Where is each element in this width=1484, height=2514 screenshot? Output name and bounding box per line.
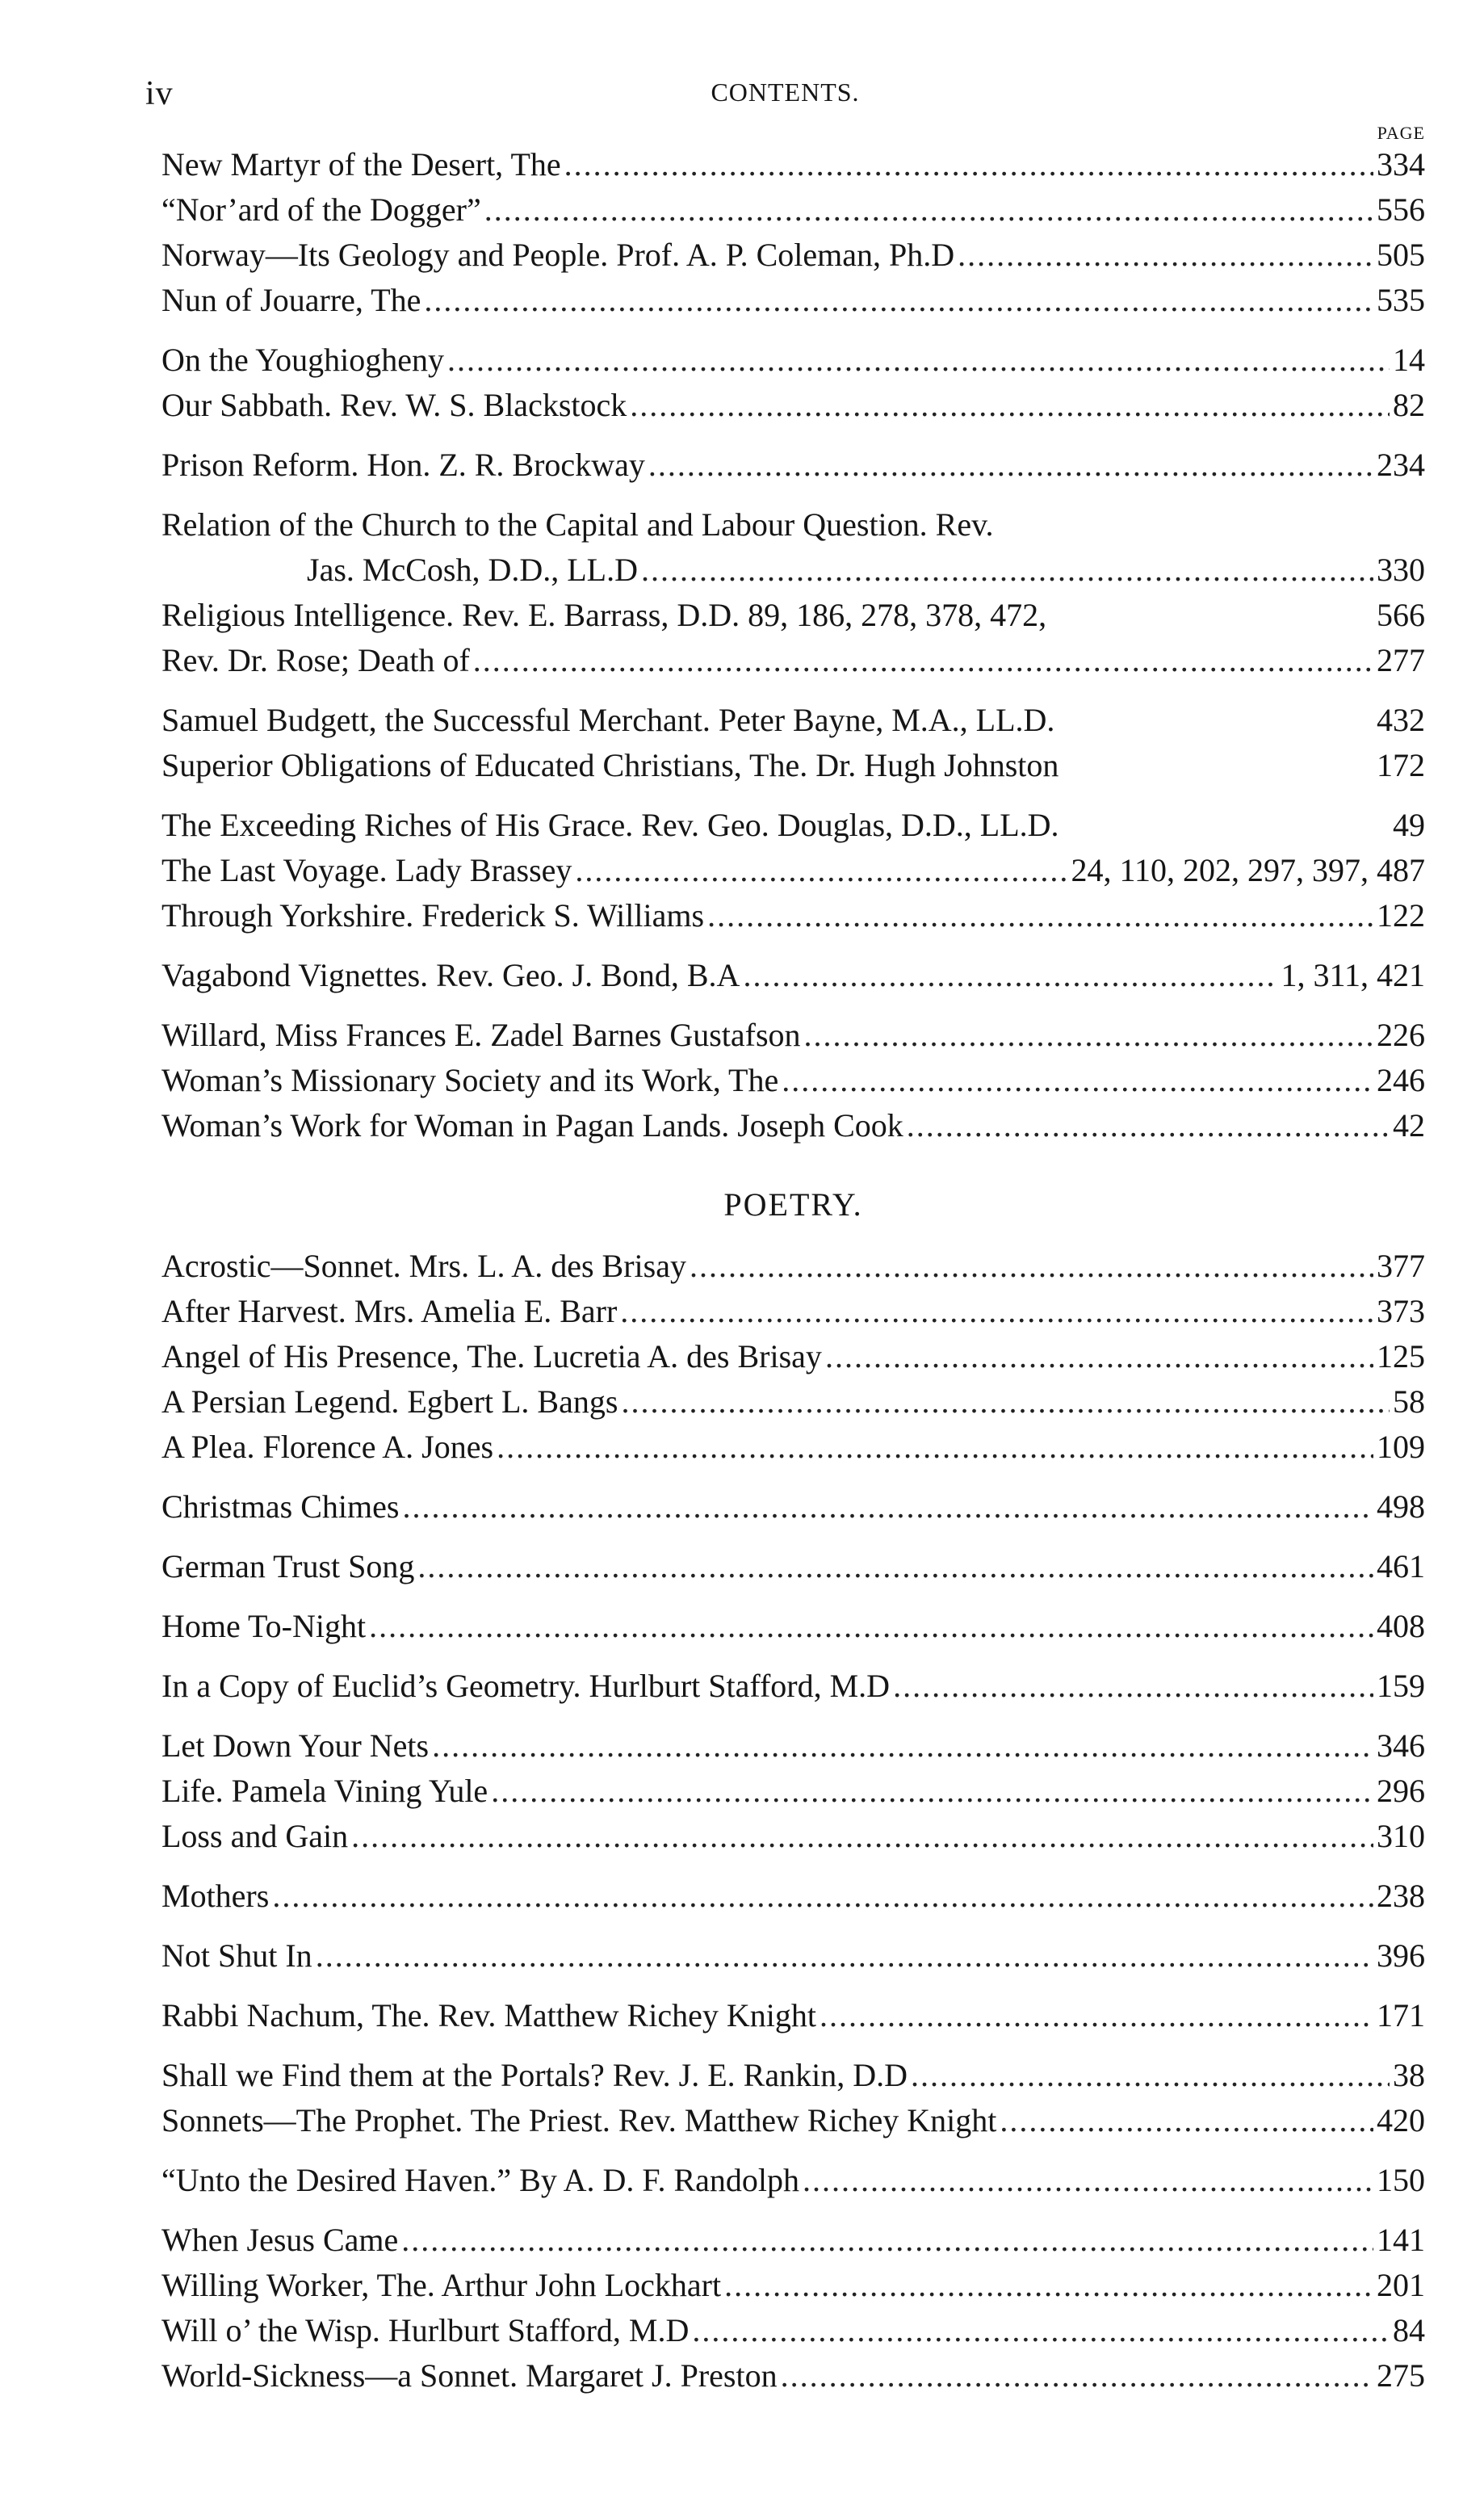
toc-entry xyxy=(161,743,1425,788)
entry-page: 408 xyxy=(1377,1608,1425,1644)
dot-leader xyxy=(402,1484,1373,1530)
entry-title: Nun of Jouarre, The xyxy=(161,282,421,318)
toc-group xyxy=(161,338,1425,428)
toc-entry xyxy=(161,698,1425,743)
entry-page: 38 xyxy=(1393,2057,1425,2093)
entry-page: 171 xyxy=(1377,1997,1425,2033)
toc-entry xyxy=(161,1933,1425,1979)
entry-title: Samuel Budgett, the Successful Merchant. Peter Bayne, M.A., LL.D. xyxy=(161,702,1055,738)
toc-entry xyxy=(161,1425,1425,1470)
entry-page: 82 xyxy=(1393,387,1425,423)
dot-leader xyxy=(724,2263,1373,2308)
entry-page: 246 xyxy=(1377,1062,1425,1098)
entry-page: 396 xyxy=(1377,1937,1425,1974)
toc-group xyxy=(161,1544,1425,1589)
entry-page: 24, 110, 202, 297, 397, 487 xyxy=(1071,852,1425,888)
dot-leader xyxy=(820,1993,1373,2038)
toc-group xyxy=(161,1484,1425,1530)
page-column-label: PAGE xyxy=(1377,123,1425,143)
entry-title: Acrostic—Sonnet. Mrs. L. A. des Brisay xyxy=(161,1248,686,1284)
page-number: iv xyxy=(145,75,174,112)
dot-leader xyxy=(958,233,1373,278)
running-title: CONTENTS. xyxy=(711,78,860,107)
entry-page: 226 xyxy=(1377,1017,1425,1053)
toc-entry xyxy=(161,1723,1425,1769)
toc-group xyxy=(161,953,1425,998)
dot-leader xyxy=(621,1379,1390,1425)
dot-leader xyxy=(803,2158,1373,2203)
entry-title: Angel of His Presence, The. Lucretia A. des Brisay xyxy=(161,1338,822,1375)
toc-group xyxy=(161,1723,1425,1859)
entry-title: Jas. McCosh, D.D., LL.D xyxy=(307,552,638,588)
dot-leader xyxy=(369,1604,1373,1649)
dot-leader xyxy=(692,2308,1390,2353)
toc-entry xyxy=(161,2218,1425,2263)
toc-group xyxy=(161,1604,1425,1649)
entry-title: Woman’s Work for Woman in Pagan Lands. Joseph Cook xyxy=(161,1107,903,1144)
toc-entry xyxy=(161,2098,1425,2143)
toc-entry xyxy=(161,1874,1425,1919)
entry-page: 556 xyxy=(1377,191,1425,228)
entry-page: 330 xyxy=(1377,552,1425,588)
entry-title: Will o’ the Wisp. Hurlburt Stafford, M.D xyxy=(161,2312,690,2348)
toc-group xyxy=(161,1244,1425,1470)
entry-title: When Jesus Came xyxy=(161,2222,399,2258)
toc-entry xyxy=(161,233,1425,278)
dot-leader xyxy=(641,548,1373,593)
toc-entry xyxy=(161,1289,1425,1334)
toc-entry xyxy=(161,2263,1425,2308)
toc-group xyxy=(161,142,1425,323)
entry-title: Willing Worker, The. Arthur John Lockhart xyxy=(161,2267,722,2303)
dot-leader xyxy=(620,1289,1373,1334)
entry-title: Shall we Find them at the Portals? Rev. J. E. Rankin, D.D xyxy=(161,2057,908,2093)
toc-entry xyxy=(161,893,1425,938)
entry-page: 125 xyxy=(1377,1338,1425,1375)
entry-page: 566 xyxy=(1377,597,1425,633)
entry-page: 49 xyxy=(1393,807,1425,843)
entry-page: 201 xyxy=(1377,2267,1425,2303)
entry-page: 505 xyxy=(1377,237,1425,273)
toc-group xyxy=(161,1993,1425,2038)
entry-title: After Harvest. Mrs. Amelia E. Barr xyxy=(161,1293,618,1329)
dot-leader xyxy=(417,1544,1373,1589)
dot-leader xyxy=(473,638,1373,683)
toc-entry xyxy=(161,1244,1425,1289)
toc-entry xyxy=(161,1484,1425,1530)
entry-title: Sonnets—The Prophet. The Priest. Rev. Matthew Richey Knight xyxy=(161,2102,997,2138)
entry-page: 172 xyxy=(1377,747,1425,783)
toc-group xyxy=(161,502,1425,683)
toc-group xyxy=(161,1664,1425,1709)
entry-page: 277 xyxy=(1377,642,1425,678)
toc-entry xyxy=(161,1058,1425,1103)
entry-title: Prison Reform. Hon. Z. R. Brockway xyxy=(161,447,645,483)
toc-entry xyxy=(161,338,1425,383)
toc-entry xyxy=(161,1993,1425,2038)
entry-page: 238 xyxy=(1377,1878,1425,1914)
toc-group xyxy=(161,1933,1425,1979)
entry-title: The Exceeding Riches of His Grace. Rev. Geo. Douglas, D.D., LL.D. xyxy=(161,807,1059,843)
entry-title: A Plea. Florence A. Jones xyxy=(161,1429,494,1465)
dot-leader xyxy=(424,278,1373,323)
entry-page: 420 xyxy=(1377,2102,1425,2138)
entry-title-line: Relation of the Church to the Capital and Labour Question. Rev. xyxy=(161,506,994,543)
entry-title: Vagabond Vignettes. Rev. Geo. J. Bond, B.A xyxy=(161,957,740,993)
entry-page: 498 xyxy=(1377,1488,1425,1525)
toc-group xyxy=(161,1013,1425,1148)
dot-leader xyxy=(893,1664,1373,1709)
entry-title: Through Yorkshire. Frederick S. Williams xyxy=(161,897,705,934)
entry-title: Rev. Dr. Rose; Death of xyxy=(161,642,470,678)
entry-title: Loss and Gain xyxy=(161,1818,349,1854)
entry-page: 109 xyxy=(1377,1429,1425,1465)
dot-leader xyxy=(447,338,1390,383)
toc-entry xyxy=(161,803,1425,848)
entry-title: Home To-Night xyxy=(161,1608,367,1644)
toc-entry xyxy=(161,1379,1425,1425)
toc-entry xyxy=(161,1664,1425,1709)
toc-group xyxy=(161,2218,1425,2399)
entry-title: “Unto the Desired Haven.” By A. D. F. Randolph xyxy=(161,2162,799,2198)
entry-title: Willard, Miss Frances E. Zadel Barnes Gustafson xyxy=(161,1017,801,1053)
dot-leader xyxy=(690,1244,1373,1289)
toc-entry xyxy=(161,1103,1425,1148)
toc-group xyxy=(161,698,1425,788)
dot-leader xyxy=(491,1769,1373,1814)
dot-leader xyxy=(630,383,1390,428)
toc-entry xyxy=(161,187,1425,233)
toc-entry xyxy=(161,1604,1425,1649)
entry-title: In a Copy of Euclid’s Geometry. Hurlburt Stafford, M.D xyxy=(161,1668,891,1704)
toc-group xyxy=(161,2158,1425,2203)
toc-group xyxy=(161,1874,1425,1919)
toc-entry xyxy=(161,1769,1425,1814)
entry-page: 122 xyxy=(1377,897,1425,934)
entry-title: On the Youghiogheny xyxy=(161,342,445,378)
dot-leader xyxy=(272,1874,1373,1919)
entry-page: 432 xyxy=(1377,702,1425,738)
dot-leader xyxy=(907,1103,1390,1148)
entry-title: The Last Voyage. Lady Brassey xyxy=(161,852,572,888)
dot-leader xyxy=(497,1425,1373,1470)
toc-group xyxy=(161,803,1425,938)
dot-leader xyxy=(564,142,1373,187)
dot-leader xyxy=(743,953,1277,998)
toc-entry xyxy=(161,2308,1425,2353)
entry-page: 234 xyxy=(1377,447,1425,483)
toc-entry xyxy=(161,848,1425,893)
dot-leader xyxy=(825,1334,1373,1379)
entry-page: 373 xyxy=(1377,1293,1425,1329)
toc-entry xyxy=(161,1334,1425,1379)
entry-page: 58 xyxy=(1393,1383,1425,1420)
entry-page: 310 xyxy=(1377,1818,1425,1854)
toc-entry xyxy=(161,2053,1425,2098)
entry-page: 296 xyxy=(1377,1773,1425,1809)
entry-page: 159 xyxy=(1377,1668,1425,1704)
entry-page: 377 xyxy=(1377,1248,1425,1284)
dot-leader xyxy=(484,187,1373,233)
entry-page: 346 xyxy=(1377,1727,1425,1764)
entry-title: Life. Pamela Vining Yule xyxy=(161,1773,488,1809)
entry-title: Our Sabbath. Rev. W. S. Blackstock xyxy=(161,387,627,423)
toc-entry xyxy=(161,2353,1425,2399)
entry-page: 141 xyxy=(1377,2222,1425,2258)
entry-page: 14 xyxy=(1393,342,1425,378)
entry-title: Superior Obligations of Educated Christians, The. Dr. Hugh Johnston xyxy=(161,747,1059,783)
dot-leader xyxy=(316,1933,1373,1979)
entry-title: German Trust Song xyxy=(161,1548,415,1584)
toc-entry xyxy=(161,1544,1425,1589)
entry-title: Christmas Chimes xyxy=(161,1488,400,1525)
dot-leader xyxy=(707,893,1373,938)
toc-entry xyxy=(161,383,1425,428)
section-title-poetry: POETRY. xyxy=(723,1186,863,1223)
dot-leader xyxy=(648,443,1373,488)
toc-entry xyxy=(161,953,1425,998)
toc-entry xyxy=(161,1814,1425,1859)
entry-title: A Persian Legend. Egbert L. Bangs xyxy=(161,1383,618,1420)
entry-page: 150 xyxy=(1377,2162,1425,2198)
toc-entry xyxy=(161,548,1425,593)
entry-title: New Martyr of the Desert, The xyxy=(161,146,561,183)
dot-leader xyxy=(781,2353,1373,2399)
entry-title: Woman’s Missionary Society and its Work, The xyxy=(161,1062,779,1098)
toc-group xyxy=(161,2053,1425,2143)
entry-title: Mothers xyxy=(161,1878,270,1914)
entry-page: 275 xyxy=(1377,2357,1425,2394)
dot-leader xyxy=(911,2053,1390,2098)
entry-page: 535 xyxy=(1377,282,1425,318)
entry-title: “Nor’ard of the Dogger” xyxy=(161,191,481,228)
entry-page: 42 xyxy=(1393,1107,1425,1144)
entry-title: World-Sickness—a Sonnet. Margaret J. Preston xyxy=(161,2357,778,2394)
toc-entry xyxy=(161,593,1425,638)
dot-leader xyxy=(782,1058,1373,1103)
entry-title: Not Shut In xyxy=(161,1937,312,1974)
entry-title: Norway—Its Geology and People. Prof. A. P. Coleman, Ph.D xyxy=(161,237,955,273)
toc-entry xyxy=(161,443,1425,488)
toc-entry xyxy=(161,142,1425,187)
dot-leader xyxy=(401,2218,1373,2263)
dot-leader xyxy=(804,1013,1373,1058)
dot-leader xyxy=(432,1723,1373,1769)
entry-title: Rabbi Nachum, The. Rev. Matthew Richey Knight xyxy=(161,1997,816,2033)
page-header xyxy=(145,74,1425,123)
toc-entry xyxy=(161,638,1425,683)
toc-entry xyxy=(161,1013,1425,1058)
entry-page: 334 xyxy=(1377,146,1425,183)
dot-leader xyxy=(1000,2098,1373,2143)
entry-title: Let Down Your Nets xyxy=(161,1727,430,1764)
entry-page: 461 xyxy=(1377,1548,1425,1584)
dot-leader xyxy=(351,1814,1373,1859)
entry-page: 84 xyxy=(1393,2312,1425,2348)
toc-entry xyxy=(161,278,1425,323)
entry-page: 1, 311, 421 xyxy=(1281,957,1425,993)
dot-leader xyxy=(575,848,1067,893)
toc-group xyxy=(161,443,1425,488)
toc-entry xyxy=(161,2158,1425,2203)
entry-title: Religious Intelligence. Rev. E. Barrass, D.D. 89, 186, 278, 378, 472, xyxy=(161,597,1047,633)
table-of-contents xyxy=(161,142,1425,2413)
